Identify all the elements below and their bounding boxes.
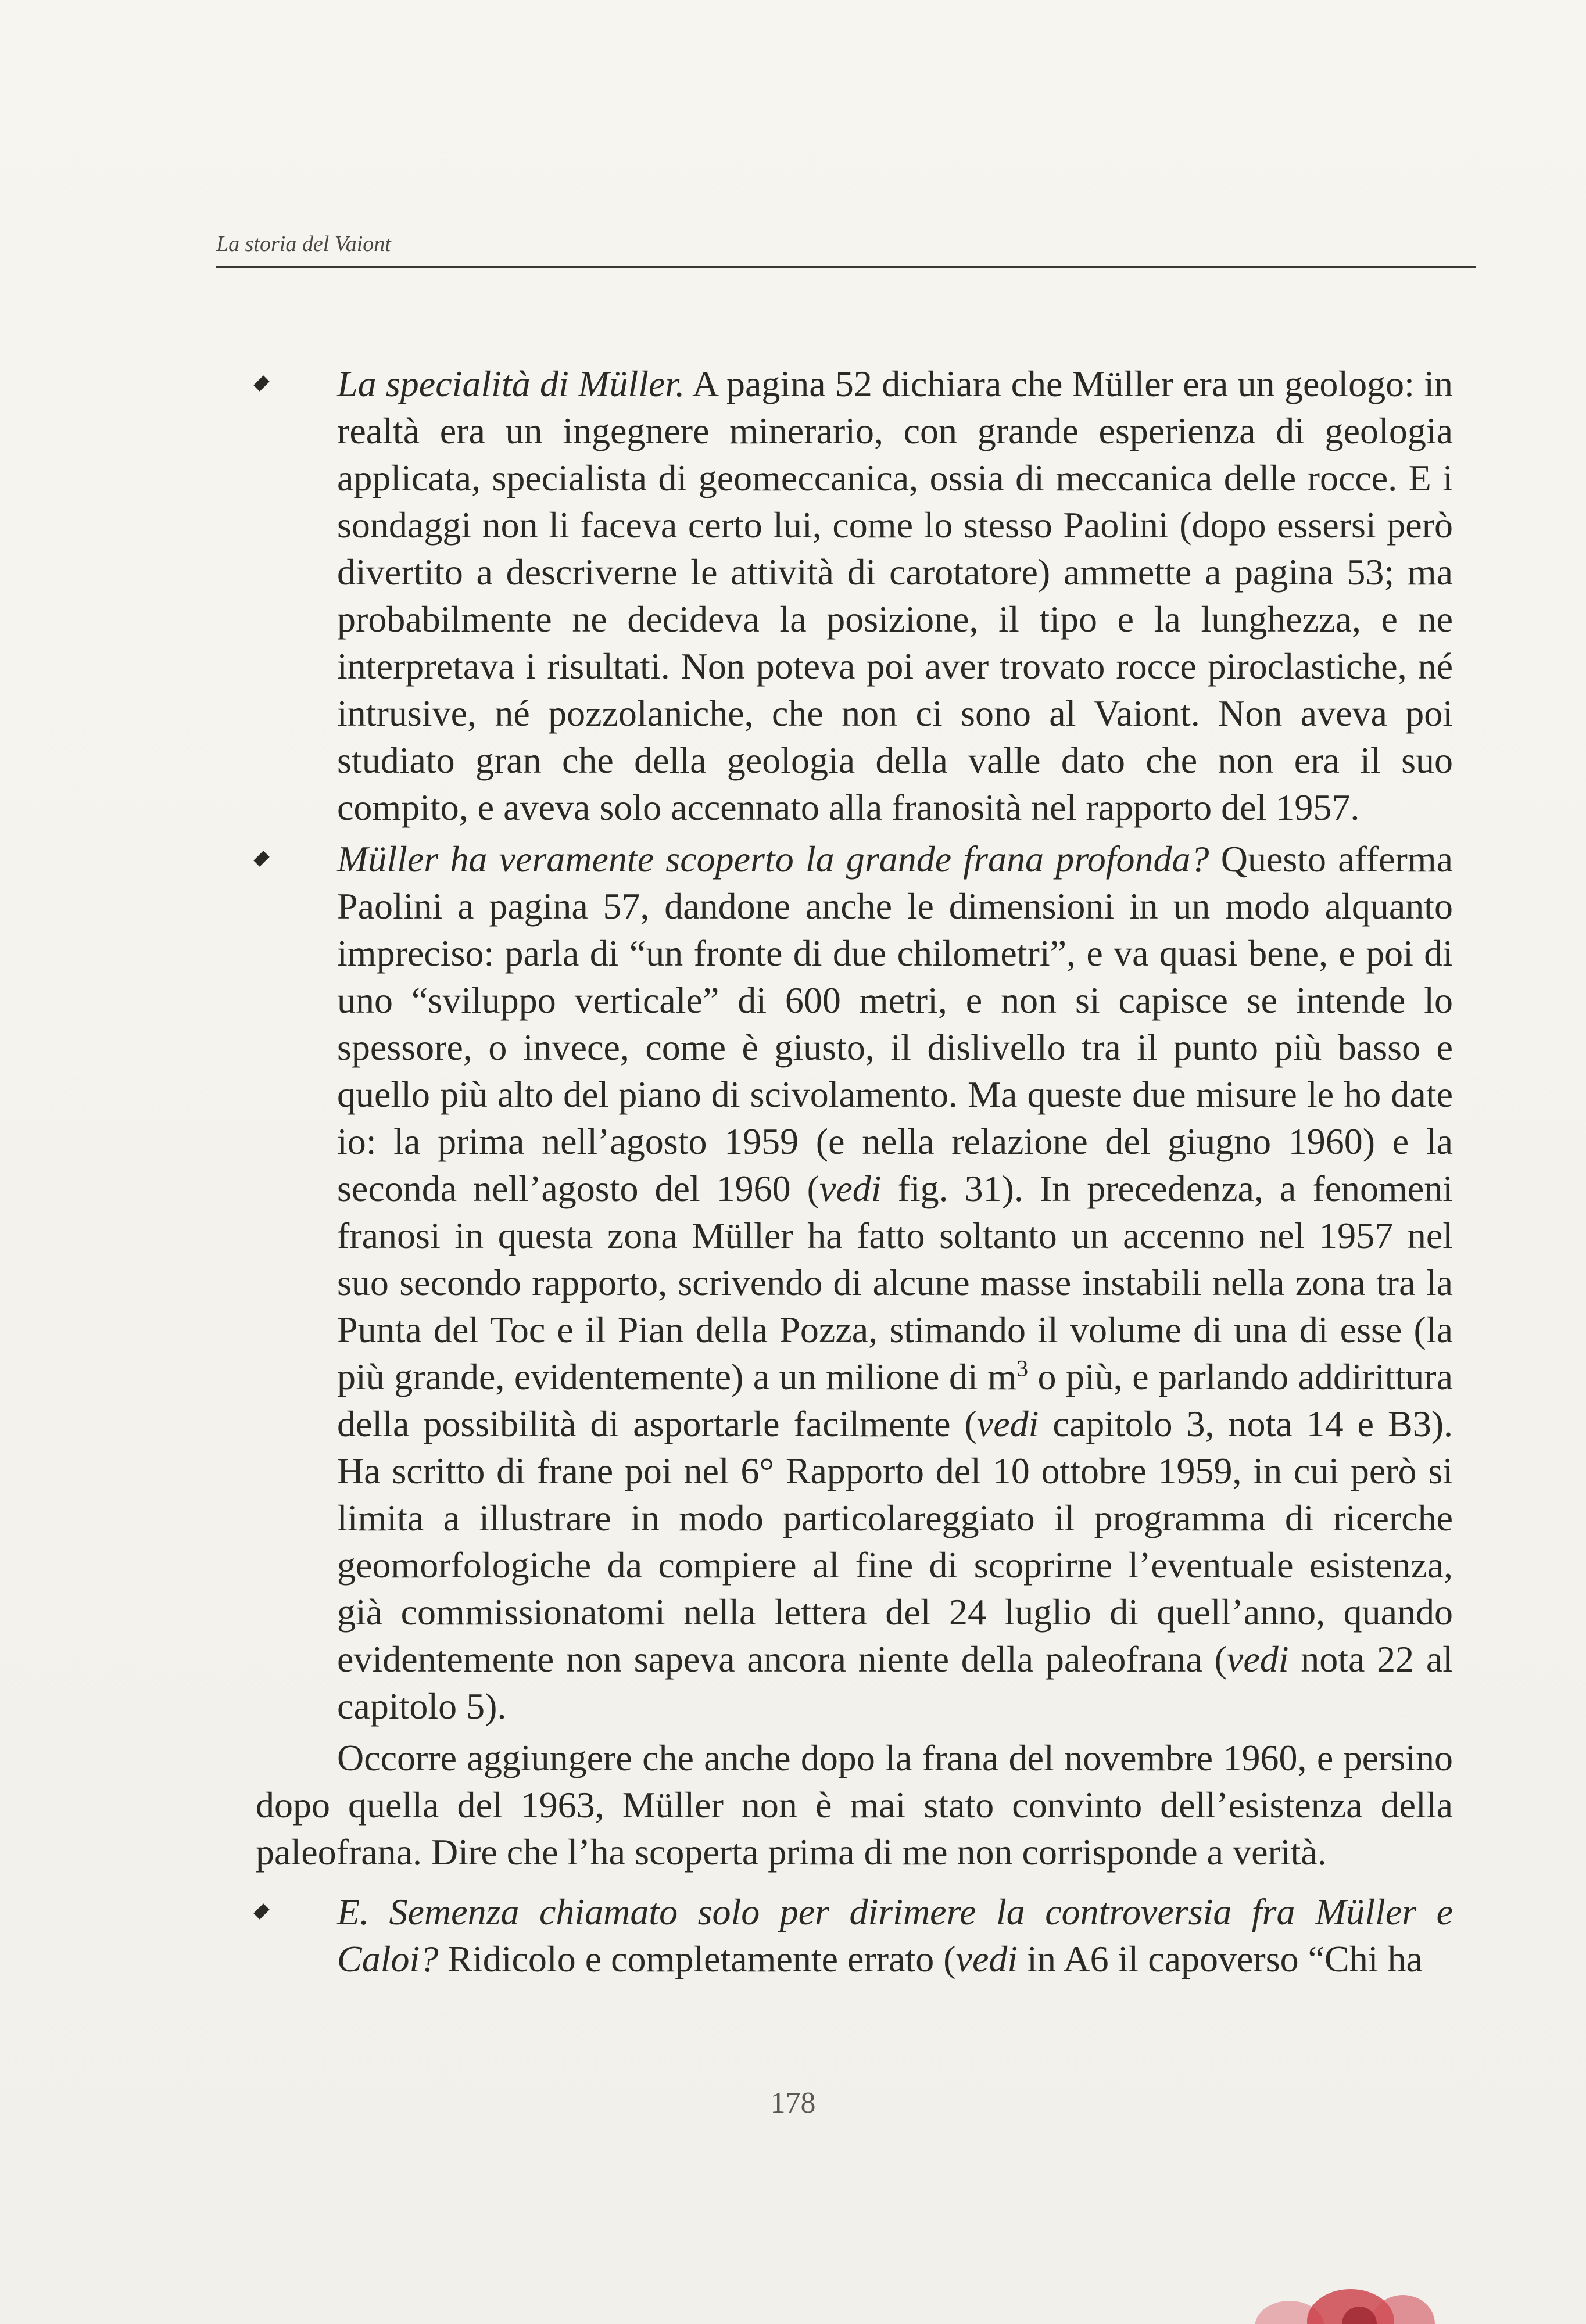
paragraph-text: nota 22 al capitolo 5).: [337, 1638, 1453, 1727]
bullet-paragraph-1: [256, 360, 1453, 831]
paragraph-text: in A6 il capoverso “Chi ha: [1018, 1938, 1423, 1979]
paragraph-text: fig. 31). In precedenza, a fenomeni franosi in questa zona Müller ha fatto soltanto un accenno nel 1957 nel suo secondo rapporto, scrivendo di alcune masse instabili nella zona tra la Punta del Toc e il Pian della Pozza, stimando il volume di una di esse (la più grande, evidentemente) a un milione di m: [337, 1168, 1453, 1397]
bullet-paragraph-2: [256, 835, 1453, 1730]
paragraph-text: A pagina 52 dichiara che Müller era un geologo: in realtà era un ingegnere minerario, con grande esperienza di geologia applicata, specialista di geomeccanica, ossia di meccanica delle rocce. E i sondaggi non li faceva certo lui, come lo stesso Paolini (dopo essersi però divertito a descriverne le attività di carotatore) ammette a pagina 53; ma probabilmente ne decideva la posizione, il tipo e la lunghezza, e ne interpretava i risultati. Non poteva poi aver trovato rocce piroclastiche, né intrusive, né pozzolaniche, che non ci sono al Vaiont. Non aveva poi studiato gran che della geologia della valle dato che non era il suo compito, e aveva solo accennato alla franosità nel rapporto del 1957.: [337, 363, 1453, 828]
paragraph-lead: E. Semenza chiamato solo per dirimere la controversia fra Müller e Caloi?: [337, 1891, 1453, 1979]
running-head: La storia del Vaiont: [216, 232, 391, 256]
vedi-reference: vedi: [819, 1168, 882, 1209]
superscript: 3: [1016, 1355, 1029, 1382]
vedi-reference: vedi: [1226, 1638, 1289, 1680]
page-number: 178: [770, 2086, 816, 2119]
paragraph-lead: La specialità di Müller.: [337, 363, 685, 404]
vedi-reference: vedi: [976, 1403, 1039, 1444]
paragraph-text: capitolo 3, nota 14 e B3). Ha scritto di frane poi nel 6° Rapporto del 10 ottobre 1959, in cui però si limita a illustrare in modo particolareggiato il programma di ricerche geomorfologiche da compiere al fine di scoprirne l’eventuale esistenza, già commissionatomi nella lettera del 24 luglio di quell’anno, quando evidentemente non sapeva ancora niente della paleofrana (: [337, 1403, 1453, 1680]
bullet-paragraph-4: [256, 1888, 1453, 1982]
paragraph-lead: Müller ha veramente scoperto la grande frana profonda?: [337, 838, 1209, 880]
paragraph-3: Occorre aggiungere che anche dopo la frana del novembre 1960, e persino dopo quella del 1963, Müller non è mai stato convinto dell’esistenza della paleofrana. Dire che l’ha scoperta prima di me non corrisponde a verità.: [256, 1737, 1453, 1873]
body-text: [256, 360, 1453, 1987]
diamond-bullet-icon: [253, 375, 270, 392]
vedi-reference: vedi: [955, 1938, 1018, 1979]
paragraph-text: Questo afferma Paolini a pagina 57, dandone anche le dimensioni in un modo alquanto impreciso: parla di “un fronte di due chilometri”, e va quasi bene, e poi di uno “sviluppo verticale” di 600 metri, e non si capisce se intende lo spessore, o invece, come è giusto, il dislivello tra il punto più basso e quello più alto del piano di scivolamento. Ma queste due misure le ho date io: la prima nell’agosto 1959 (e nella relazione del giugno 1960) e la seconda nell’agosto del 1960 (: [337, 838, 1453, 1209]
paragraph-text: Ridicolo e completamente errato (: [438, 1938, 956, 1979]
paragraph-text: o più, e parlando addirittura della possibilità di asportarle facilmente (: [337, 1356, 1453, 1444]
diamond-bullet-icon: [253, 1903, 270, 1920]
diamond-bullet-icon: [253, 851, 270, 867]
flower-decoration: [1231, 2260, 1452, 2324]
header-rule: [216, 266, 1476, 268]
